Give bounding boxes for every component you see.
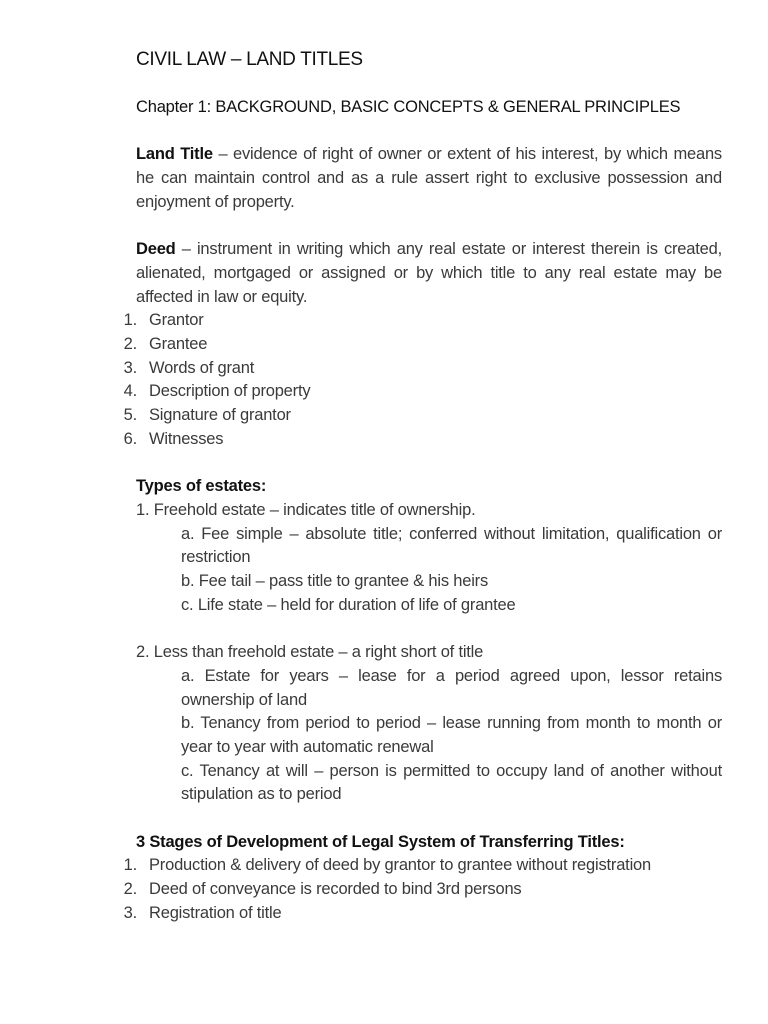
land-title-term: Land Title	[136, 145, 213, 164]
list-item	[123, 878, 722, 902]
list-text: Witnesses	[149, 429, 224, 448]
list-item	[123, 333, 722, 357]
freehold-item-life-state: c. Life state – held for duration of life of grantee	[181, 595, 516, 614]
list-number: 1.	[123, 311, 137, 330]
deed-text: – instrument in writing which any real estate or interest therein is created, alienated, mortgaged or assigned or by which title to any real estate may be affected in law or equity.	[136, 240, 722, 306]
freehold-estate-label: 1. Freehold estate – indicates title of ownership.	[136, 500, 476, 519]
list-text: Grantee	[149, 335, 208, 353]
list-number: 4.	[123, 382, 137, 401]
list-number: 6.	[123, 429, 137, 448]
list-text: Signature of grantor	[149, 406, 291, 425]
list-item	[123, 428, 722, 452]
list-number: 2.	[123, 880, 137, 899]
chapter-heading: Chapter 1: BACKGROUND, BASIC CONCEPTS & GENERAL PRINCIPLES	[136, 98, 681, 116]
deed-elements-list	[123, 309, 722, 451]
estates-heading: Types of estates:	[136, 477, 267, 496]
list-number: 3.	[123, 358, 137, 377]
less-than-freehold-item-period: b. Tenancy from period to period – lease running from month to month or year to year with automatic renewal	[181, 714, 722, 756]
list-item	[123, 309, 722, 333]
spacer	[136, 617, 722, 641]
list-item	[123, 854, 722, 878]
deed-definition	[136, 238, 722, 309]
list-number: 1.	[123, 856, 137, 875]
spacer	[136, 807, 722, 831]
list-text: Description of property	[149, 382, 311, 401]
spacer	[136, 452, 722, 476]
less-than-freehold-item-will: c. Tenancy at will – person is permitted to occupy land of another without stipulation as to period	[181, 761, 722, 804]
land-title-text: – evidence of right of owner or extent of his interest, by which means he can maintain control and as a rule assert right to exclusive possession and enjoyment of property.	[136, 145, 722, 211]
list-text: Production & delivery of deed by grantor to grantee without registration	[149, 856, 651, 875]
less-than-freehold-item-years: a. Estate for years – lease for a period agreed upon, lessor retains ownership of land	[181, 666, 722, 709]
stages-heading: 3 Stages of Development of Legal System of Transferring Titles:	[136, 832, 625, 851]
list-item	[123, 357, 722, 381]
list-item	[123, 404, 722, 428]
less-than-freehold-label: 2. Less than freehold estate – a right short of title	[136, 643, 484, 662]
list-number: 3.	[123, 903, 137, 922]
list-item	[123, 902, 722, 926]
freehold-item-fee-simple: a. Fee simple – absolute title; conferred without limitation, qualification or restriction	[181, 524, 722, 567]
deed-term: Deed	[136, 240, 176, 259]
list-number: 5.	[123, 406, 137, 425]
list-text: Grantor	[149, 311, 204, 330]
spacer	[136, 215, 722, 239]
stages-list	[123, 854, 722, 925]
list-number: 2.	[123, 335, 137, 353]
list-text: Words of grant	[149, 358, 255, 377]
land-title-definition	[136, 143, 722, 214]
freehold-item-fee-tail: b. Fee tail – pass title to grantee & his heirs	[181, 572, 489, 591]
list-item	[123, 380, 722, 404]
list-text: Registration of title	[149, 903, 282, 922]
list-text: Deed of conveyance is recorded to bind 3rd persons	[149, 880, 522, 899]
document-title: CIVIL LAW – LAND TITLES	[136, 49, 363, 70]
